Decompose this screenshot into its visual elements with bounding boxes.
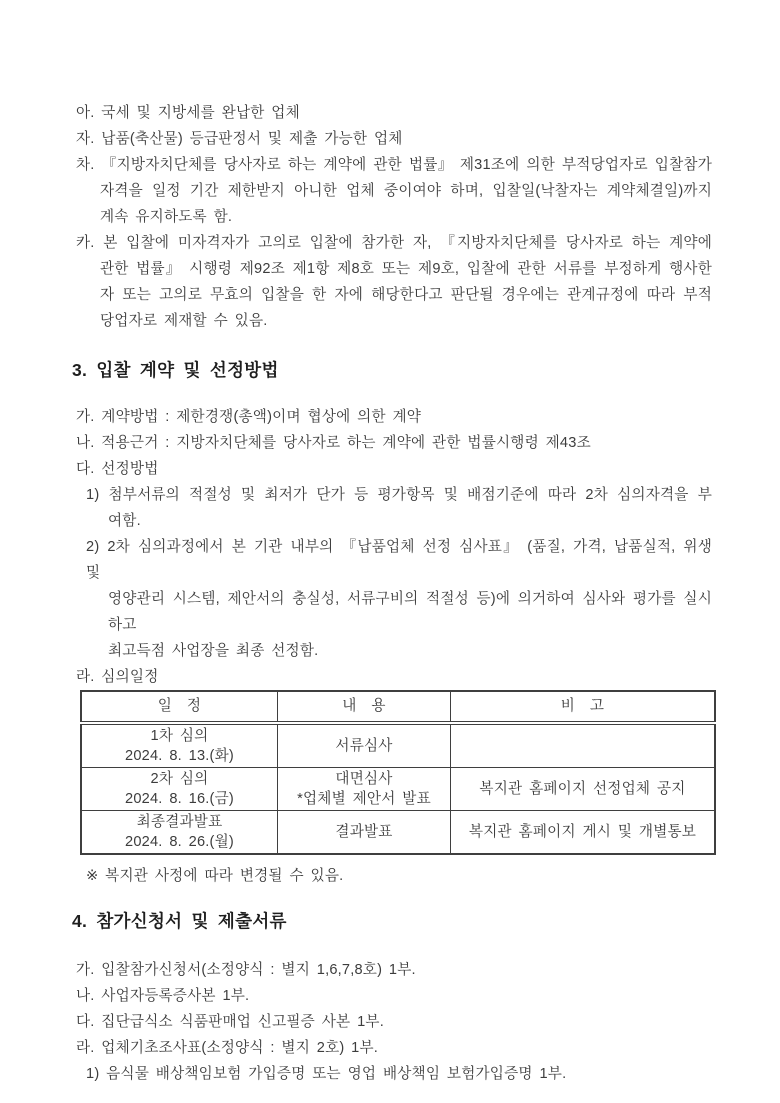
- list-item-ka-line4: 당업자로 제재할 수 있음.: [100, 313, 268, 329]
- table-footnote: ※ 복지관 사정에 따라 변경될 수 있음.: [86, 868, 344, 884]
- list-item-ka-line3: 자 또는 고의로 무효의 입찰을 한 자에 해당한다고 판단될 경우에는 관계규정에 따라 부적: [100, 287, 712, 303]
- section4-items: [72, 957, 712, 1087]
- section3-item-ga: 가. 계약방법 : 제한경쟁(총액)이며 협상에 의한 계약: [76, 409, 422, 425]
- section4-item-da: 다. 집단급식소 식품판매업 신고필증 사본 1부.: [76, 1014, 384, 1030]
- table-row: [81, 811, 715, 855]
- section4-item-ra: 라. 업체기초조사표(소정양식 : 별지 2호) 1부.: [76, 1040, 379, 1056]
- section3-sub1-line1: 1) 첨부서류의 적절성 및 최저가 단가 등 평가항목 및 배점기준에 따라 2차 심의자격을 부: [86, 487, 712, 503]
- cell-content: 대면심사 *업체별 제안서 발표: [278, 768, 451, 811]
- cell-schedule: 1차 심의 2024. 8. 13.(화): [81, 723, 278, 768]
- section3-item-da: 다. 선정방법: [76, 461, 159, 477]
- list-item-cha-line1: 차. 『지방자치단체를 당사자로 하는 계약에 관한 법률』 제31조에 의한 부적당업자로 입찰참가: [76, 157, 712, 173]
- qualification-items-list: [72, 100, 712, 334]
- col-header-content: 내 용: [278, 691, 451, 723]
- section3-sub2-line1: 2) 2차 심의과정에서 본 기관 내부의 『납품업체 선정 심사표』 (품질, 가격, 납품실적, 위생 및: [86, 539, 712, 581]
- cell-schedule: 최종결과발표 2024. 8. 26.(월): [81, 811, 278, 855]
- schedule-table: [80, 690, 716, 855]
- list-item-ja: 자. 납품(축산물) 등급판정서 및 제출 가능한 업체: [76, 131, 403, 147]
- schedule-table-header-row: [81, 691, 715, 723]
- table-row: [81, 768, 715, 811]
- section3-heading: 3. 입찰 계약 및 선정방법: [72, 360, 279, 380]
- section3-item-ra: 라. 심의일정: [76, 669, 159, 685]
- list-item-cha-line3: 계속 유지하도록 함.: [100, 209, 233, 225]
- list-item-cha-line2: 자격을 일정 기간 제한받지 아니한 업체 중이여야 하며, 입찰일(낙찰자는 계약체결일)까지: [100, 183, 712, 199]
- cell-schedule: 2차 심의 2024. 8. 16.(금): [81, 768, 278, 811]
- list-item-ka-line2: 관한 법률』 시행령 제92조 제1항 제8호 또는 제9호, 입찰에 관한 서류를 부정하게 행사한: [100, 261, 712, 277]
- section4-sub1: 1) 음식물 배상책임보험 가입증명 또는 영업 배상책임 보험가입증명 1부.: [86, 1066, 567, 1082]
- cell-note: [451, 723, 716, 768]
- cell-content: 결과발표: [278, 811, 451, 855]
- col-header-note: 비 고: [451, 691, 716, 723]
- section3-item-na: 나. 적용근거 : 지방자치단체를 당사자로 하는 계약에 관한 법률시행령 제43조: [76, 435, 591, 451]
- table-row: [81, 723, 715, 768]
- list-item-ah: 아. 국세 및 지방세를 완납한 업체: [76, 105, 300, 121]
- section4-heading: 4. 참가신청서 및 제출서류: [72, 911, 287, 931]
- list-item-ka-line1: 카. 본 입찰에 미자격자가 고의로 입찰에 참가한 자, 『지방자치단체를 당사자로 하는 계약에: [76, 235, 712, 251]
- col-header-schedule: 일 정: [81, 691, 278, 723]
- section4-item-na: 나. 사업자등록증사본 1부.: [76, 988, 250, 1004]
- section3-sub2-line2: 영양관리 시스템, 제안서의 충실성, 서류구비의 적절성 등)에 의거하여 심사와 평가를 실시하고: [108, 591, 712, 633]
- section4-item-ga: 가. 입찰참가신청서(소정양식 : 별지 1,6,7,8호) 1부.: [76, 962, 416, 978]
- cell-note: 복지관 홈페이지 게시 및 개별통보: [451, 811, 716, 855]
- section3-sub2-line3: 최고득점 사업장을 최종 선정함.: [108, 643, 319, 659]
- cell-note: 복지관 홈페이지 선정업체 공지: [451, 768, 716, 811]
- cell-content: 서류심사: [278, 723, 451, 768]
- section3-sub1-line2: 여함.: [108, 513, 141, 529]
- section3-items: [72, 404, 712, 690]
